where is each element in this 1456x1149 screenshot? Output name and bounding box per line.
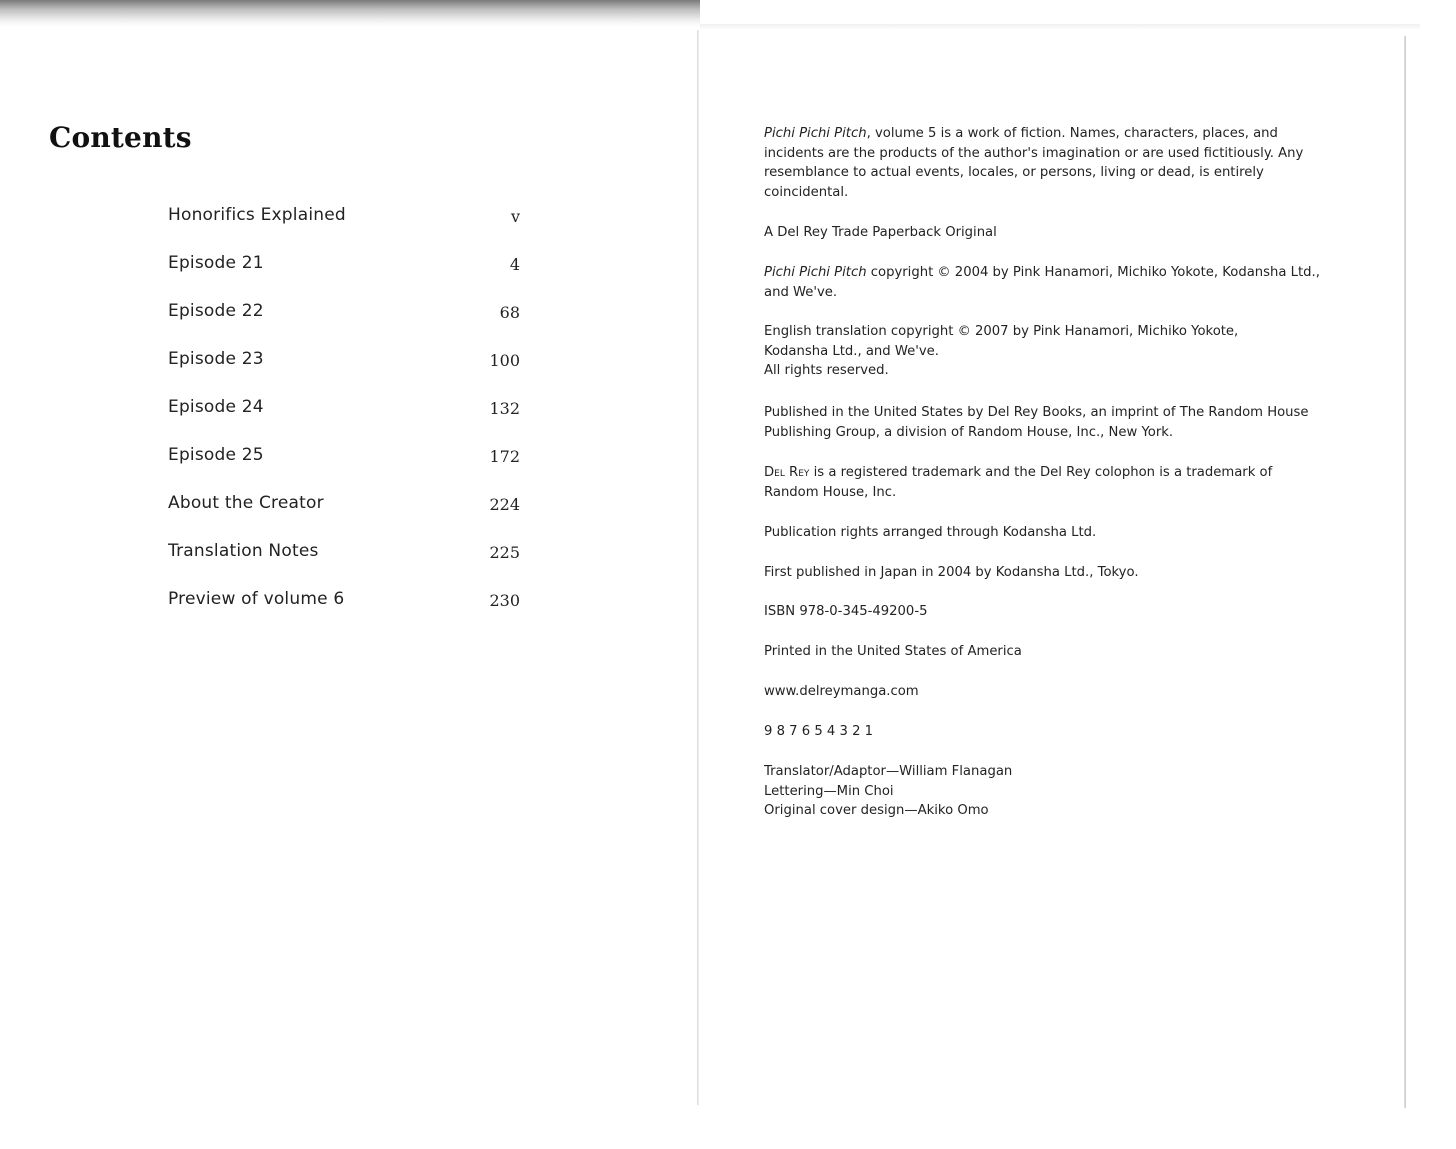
toc-item[interactable]	[168, 253, 520, 279]
toc-item[interactable]	[168, 589, 520, 615]
toc-label: Episode 23	[168, 349, 264, 369]
copyright-title: Pichi Pichi Pitch	[764, 265, 867, 280]
printed-in	[764, 642, 1324, 662]
website-link[interactable]: www.delreymanga.com	[764, 684, 919, 699]
fiction-title: Pichi Pichi Pitch	[764, 126, 867, 141]
rights-arranged	[764, 523, 1324, 543]
toc-page-number: v	[510, 207, 520, 226]
printing-line-text: 9 8 7 6 5 4 3 2 1	[764, 724, 874, 739]
toc-page-number: 172	[489, 447, 520, 466]
trademark-notice	[764, 463, 1324, 502]
toc-label: Preview of volume 6	[168, 589, 345, 609]
trademark-text: is a registered trademark and the Del Rey colophon is a trademark of Random House, Inc.	[764, 465, 1273, 500]
printed-in-text: Printed in the United States of America	[764, 644, 1022, 659]
printing-line	[764, 722, 1324, 742]
fiction-disclaimer	[764, 124, 1324, 202]
delrey-mark: Del Rey	[764, 465, 810, 480]
toc-item[interactable]	[168, 445, 520, 471]
first-published	[764, 563, 1324, 583]
toc-page-number: 4	[509, 255, 520, 274]
translation-line: Kodansha Ltd., and We've.	[764, 343, 939, 359]
toc-page-number: 225	[489, 543, 520, 562]
toc-page-number: 224	[489, 495, 520, 514]
toc-label: Translation Notes	[168, 541, 319, 561]
toc-item[interactable]	[168, 301, 520, 327]
toc-page-number: 100	[489, 351, 520, 370]
toc-item[interactable]	[168, 349, 520, 375]
toc-item[interactable]	[168, 397, 520, 423]
first-published-text: First published in Japan in 2004 by Kodansha Ltd., Tokyo.	[764, 565, 1139, 580]
rights-arranged-text: Publication rights arranged through Kodansha Ltd.	[764, 525, 1097, 540]
toc-page-number: 230	[489, 591, 520, 610]
translation-line: English translation copyright © 2007 by Pink Hanamori, Michiko Yokote,	[764, 324, 1239, 339]
toc-label: Episode 25	[168, 445, 264, 465]
rights-line: All rights reserved.	[764, 363, 889, 378]
credit-line: Translator/Adaptor—William Flanagan	[764, 764, 1013, 779]
toc-item[interactable]	[168, 493, 520, 519]
toc-label: Episode 24	[168, 397, 264, 417]
publisher-notice	[764, 403, 1324, 442]
credits	[764, 762, 1324, 821]
copyright-text: copyright © 2004 by Pink Hanamori, Michiko Yokote, Kodansha Ltd., and We've.	[764, 265, 1320, 300]
toc-page-number: 132	[489, 399, 520, 418]
contents-page	[0, 0, 698, 1149]
isbn	[764, 602, 1324, 622]
toc-label: Episode 21	[168, 253, 264, 273]
trade-line-text: A Del Rey Trade Paperback Original	[764, 225, 997, 240]
trade-line	[764, 223, 1324, 243]
translation-copyright	[764, 322, 1324, 381]
website	[764, 682, 1324, 702]
toc-item[interactable]	[168, 541, 520, 567]
toc-item[interactable]	[168, 205, 520, 231]
credit-line: Original cover design—Akiko Omo	[764, 803, 989, 818]
toc-page-number: 68	[499, 303, 520, 322]
fiction-text: , volume 5 is a work of fiction. Names, characters, places, and incidents are the products of the author's imagination or are used fictitiously. Any resemblance to actual events, locales, or persons, living or dead, is entirely coincidental.	[764, 126, 1304, 200]
credit-line: Lettering—Min Choi	[764, 783, 894, 799]
toc-label: Honorifics Explained	[168, 205, 346, 225]
isbn-text: ISBN 978-0-345-49200-5	[764, 604, 928, 619]
toc-label: About the Creator	[168, 493, 324, 513]
copyright-page	[700, 0, 1406, 1149]
copyright-notice	[764, 263, 1324, 302]
publisher-text: Published in the United States by Del Rey Books, an imprint of The Random House Publishing Group, a division of Random House, Inc., New York.	[764, 405, 1309, 440]
contents-title: Contents	[49, 121, 192, 154]
toc-label: Episode 22	[168, 301, 264, 321]
